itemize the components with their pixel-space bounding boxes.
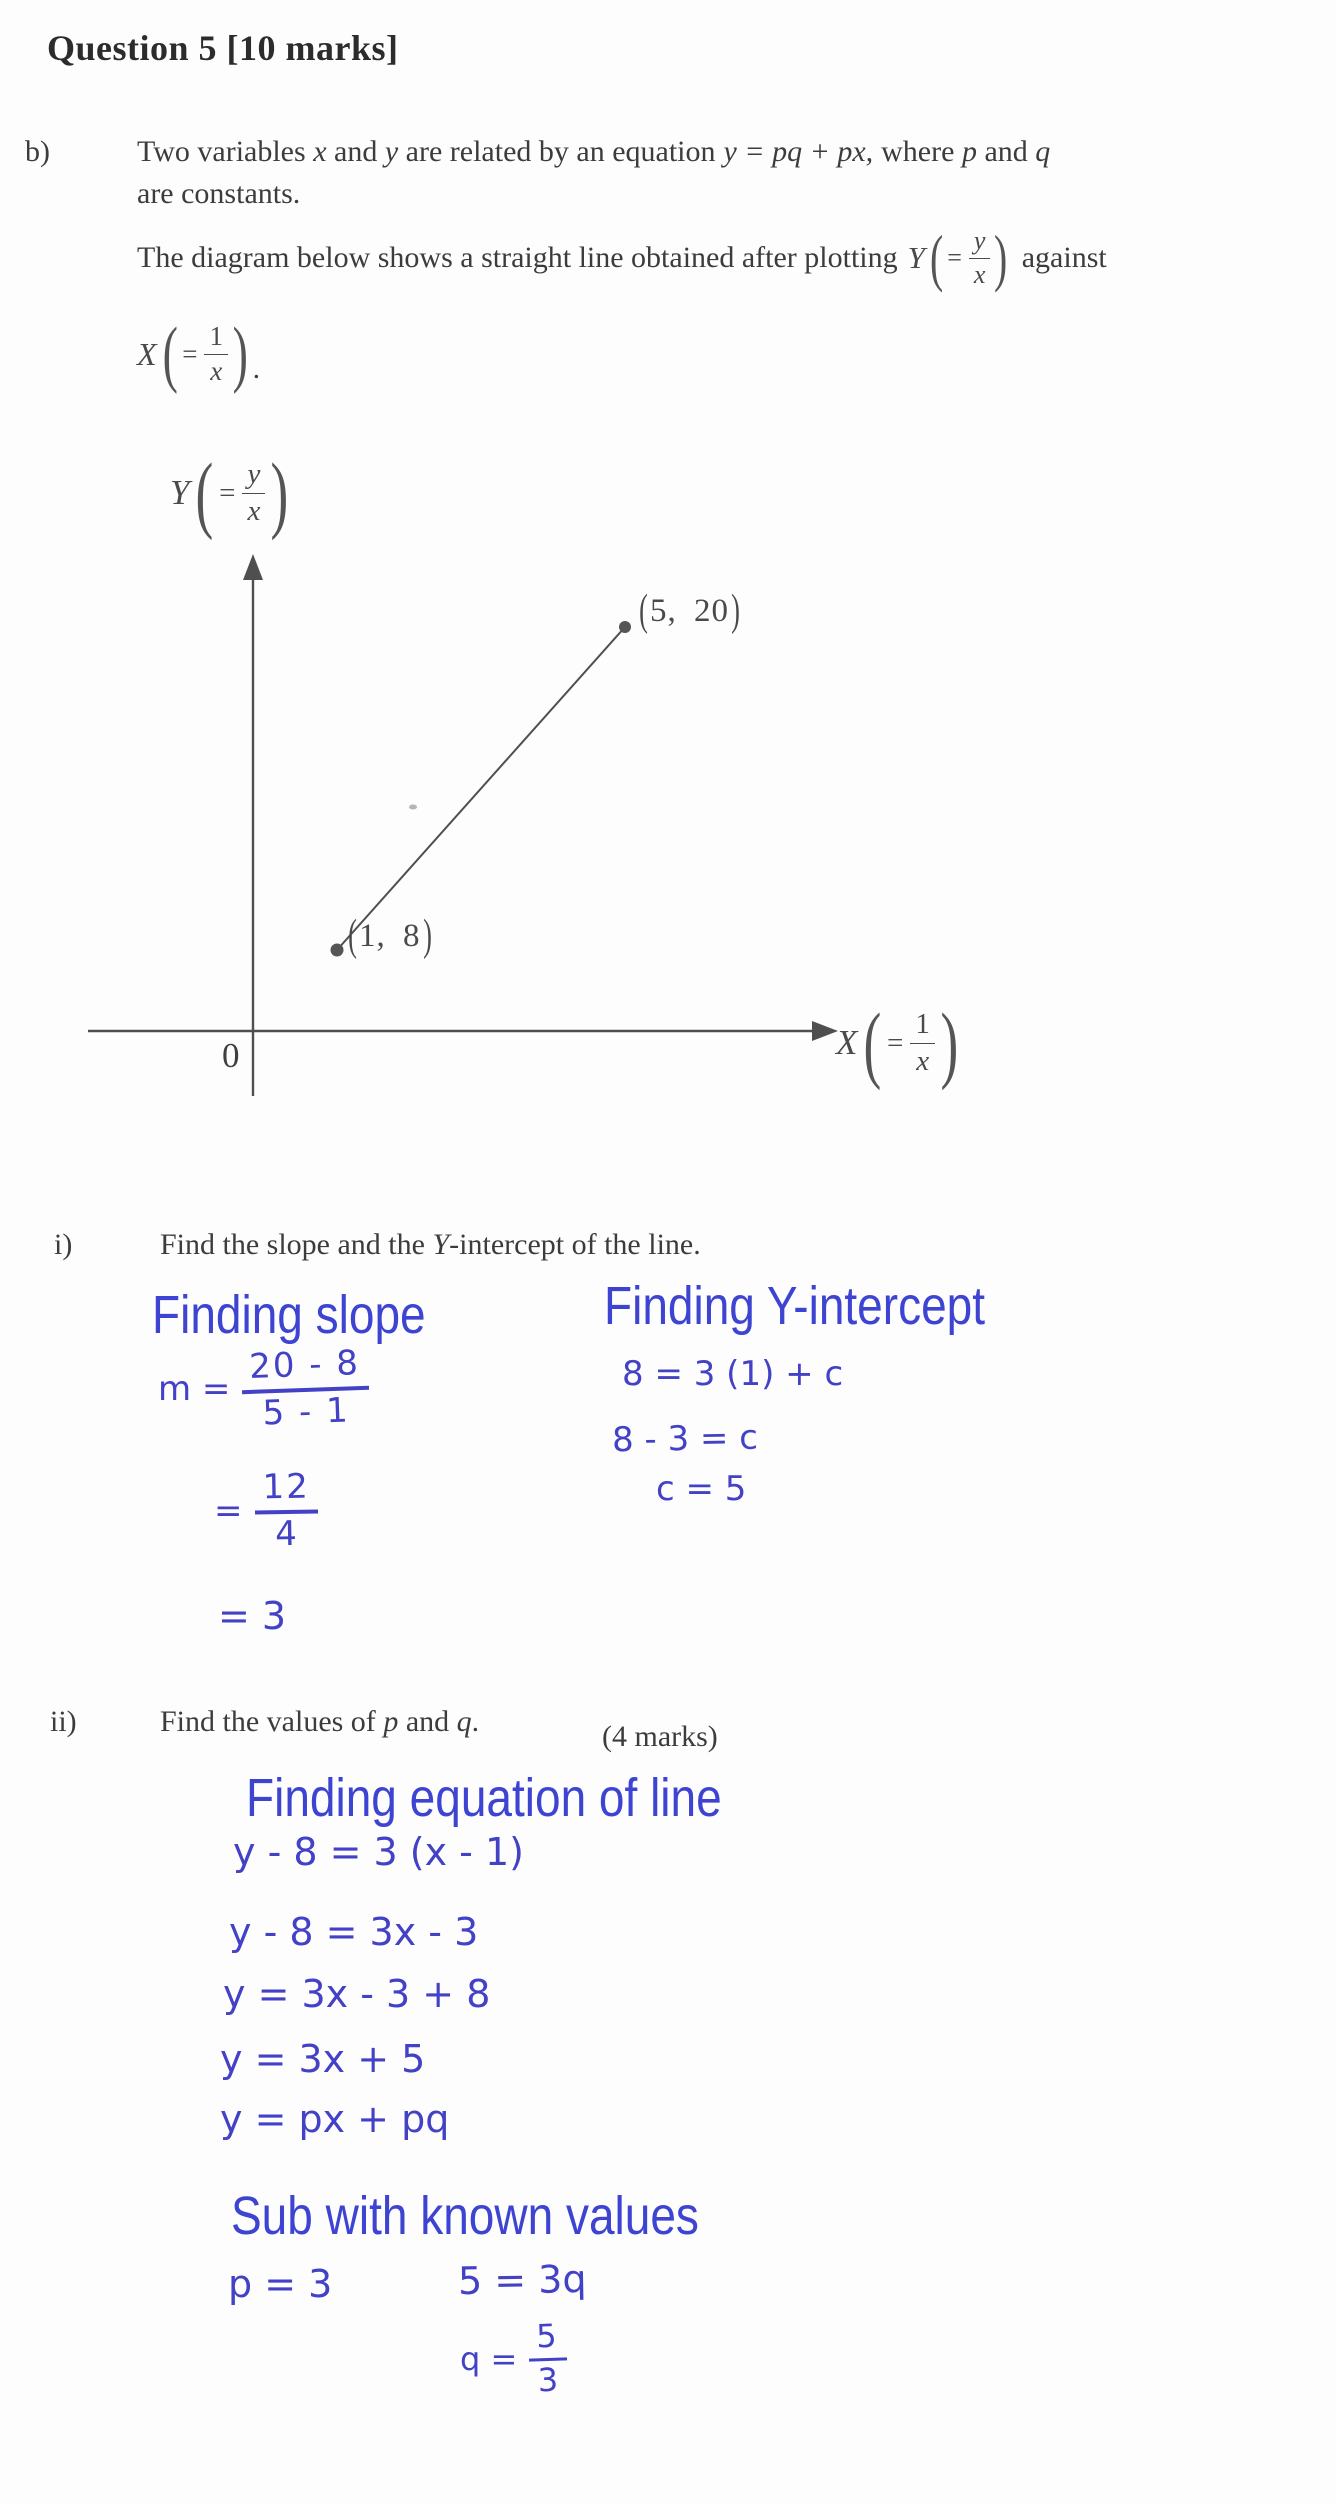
yint-step-2: 8 - 3 = c (611, 1417, 759, 1461)
var-Y: Y (432, 1228, 450, 1261)
Y-symbol: Y (170, 473, 190, 513)
prompt-text: -intercept of the line. (449, 1228, 701, 1261)
part-ii-label: ii) (50, 1705, 77, 1738)
equals-sign: = (214, 1491, 243, 1532)
plotted-line (337, 627, 625, 950)
sentence-period: . (252, 352, 261, 385)
q-lhs: q = (460, 2339, 518, 2378)
problem-line4 (137, 306, 260, 402)
frac-den-x: x (916, 1044, 930, 1077)
var-x: x (313, 135, 327, 168)
prompt-text: Find the slope and the (160, 1228, 433, 1261)
origin-label: 0 (222, 1036, 240, 1075)
equals-sign: = (182, 338, 198, 369)
close-paren: ) (940, 995, 959, 1091)
finding-equation-heading: Finding equation of line (246, 1767, 722, 1828)
finding-slope-heading: Finding slope (152, 1284, 426, 1345)
X-symbol: X (836, 1023, 858, 1063)
q-step-2 (460, 2316, 568, 2399)
line1-text: are related by an equation (398, 135, 716, 168)
line1-text: where (881, 135, 962, 168)
open-paren: ( (348, 911, 357, 961)
part-ii-prompt (160, 1705, 479, 1739)
equals-sign: = (219, 476, 236, 509)
part-b-label: b) (25, 135, 50, 168)
equation-step-4: y = 3x + 5 (220, 2037, 426, 2081)
yint-step-3: c = 5 (656, 1469, 747, 1509)
var-p: p (961, 135, 977, 168)
slope-lhs: m = (158, 1369, 231, 1410)
point-label-5-20 (637, 586, 742, 636)
point-coords: 5, 20 (650, 593, 729, 629)
point-coords: 1, 8 (359, 918, 421, 954)
line1-text: Two variables (137, 135, 314, 168)
X-symbol: X (137, 335, 157, 372)
close-paren: ) (232, 312, 248, 395)
Y-symbol: Y (907, 240, 925, 275)
frac-num-y: y (969, 227, 991, 259)
var-y: y (384, 135, 399, 168)
line1-text: and (976, 135, 1036, 168)
x-expression-inline (137, 312, 253, 395)
frac-den-x: x (210, 355, 223, 386)
question-title: Question 5 [10 marks] (47, 28, 399, 68)
close-paren: ) (731, 586, 740, 636)
problem-line2: are constants. (137, 177, 301, 210)
q-denominator: 3 (537, 2360, 562, 2399)
close-paren: ) (422, 911, 432, 961)
q-numerator: 5 (528, 2319, 568, 2361)
open-paren: ( (639, 586, 648, 636)
open-paren: ( (195, 445, 214, 541)
slope-numerator: 20 - 8 (241, 1346, 369, 1394)
open-paren: ( (162, 312, 178, 395)
point-label-1-8 (346, 911, 434, 961)
problem-line3 (137, 212, 1107, 304)
p-result: p = 3 (228, 2262, 333, 2306)
scan-speck (409, 805, 417, 810)
part-i-prompt (160, 1228, 701, 1262)
prompt-text: . (471, 1705, 480, 1738)
prompt-text: and (398, 1705, 457, 1738)
equals-sign: = (947, 243, 962, 272)
open-paren: ( (863, 995, 882, 1091)
slope-result: = 3 (218, 1594, 287, 1638)
var-q: q (1035, 135, 1051, 168)
y-axis-label (170, 445, 294, 541)
slope-step-2 (214, 1466, 318, 1554)
slope-step-1 (158, 1343, 369, 1434)
slope-denominator: 5 - 1 (262, 1390, 351, 1434)
equation-step-2: y - 8 = 3x - 3 (229, 1910, 479, 1954)
var-p: p (383, 1705, 399, 1738)
frac-num-1: 1 (204, 322, 228, 355)
frac-den-x: x (247, 494, 261, 527)
line3-text: The diagram below shows a straight line obtained after plotting (137, 241, 898, 274)
equals-sign: = (887, 1026, 904, 1059)
frac-num-y: y (242, 459, 265, 494)
line3-text: against (1021, 241, 1107, 274)
x-axis-arrow-icon (812, 1021, 838, 1041)
problem-line1 (137, 135, 1050, 169)
marks-label: (4 marks) (602, 1720, 718, 1753)
slope-denominator-2: 4 (274, 1513, 299, 1554)
equation-step-3: y = 3x - 3 + 8 (223, 1972, 491, 2016)
prompt-text: Find the values of (160, 1705, 384, 1738)
q-step-1: 5 = 3q (457, 2256, 587, 2304)
open-paren: ( (929, 221, 944, 293)
slope-numerator-2: 12 (254, 1469, 318, 1514)
var-q: q (456, 1705, 472, 1738)
data-point-1-8 (331, 944, 344, 957)
yint-step-1: 8 = 3 (1) + c (622, 1354, 844, 1394)
equation-y-pq-px: y = pq + px, (723, 135, 874, 168)
part-i-label: i) (54, 1228, 73, 1261)
finding-y-intercept-heading: Finding Y-intercept (604, 1275, 986, 1336)
frac-den-x: x (973, 259, 986, 289)
line1-text: and (326, 135, 385, 168)
frac-num-1: 1 (910, 1009, 935, 1044)
data-point-5-20 (619, 621, 631, 633)
close-paren: ) (270, 445, 289, 541)
close-paren: ) (994, 221, 1008, 293)
equation-step-5: y = px + pq (220, 2097, 450, 2141)
x-axis-label (836, 995, 964, 1091)
sub-values-heading: Sub with known values (231, 2185, 699, 2246)
equation-step-1: y - 8 = 3 (x - 1) (233, 1830, 524, 1874)
y-expression-inline (907, 221, 1012, 293)
